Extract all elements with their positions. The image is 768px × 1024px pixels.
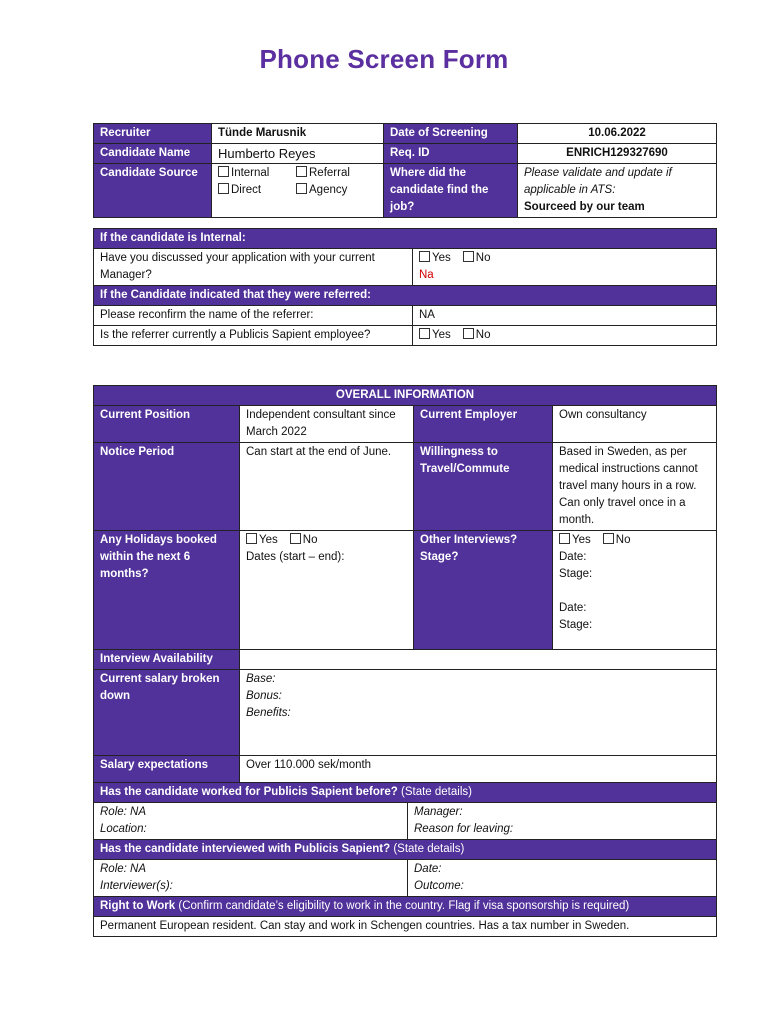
req-id-label: Req. ID (384, 144, 518, 164)
referrer-employee-question: Is the referrer currently a Publicis Sapient employee? (94, 326, 413, 346)
current-employer-label: Current Employer (414, 406, 553, 443)
discussed-answer-text[interactable]: Na (419, 269, 434, 281)
source-direct-option[interactable]: Direct (218, 182, 284, 199)
referrer-employee-answer (413, 326, 717, 346)
salary-bonus-field[interactable]: Bonus: (246, 690, 282, 702)
travel-commute-value[interactable]: Based in Sweden, as per medical instructions cannot travel many hours in a row. Can only travel once in a month. (553, 443, 717, 531)
date-of-screening-value[interactable]: 10.06.2022 (518, 124, 717, 144)
interview-date-field[interactable]: Date: (559, 551, 587, 563)
right-to-work-heading: Right to Work (Confirm candidate’s eligibility to work in the country. Flag if visa sponsorship is required) (94, 897, 717, 917)
holidays-no-option[interactable]: No (290, 532, 318, 549)
checkbox-icon[interactable] (419, 328, 430, 339)
worked-before-heading: Has the candidate worked for Publicis Sapient before? (State details) (94, 783, 717, 803)
referrer-name-question: Please reconfirm the name of the referrer: (94, 306, 413, 326)
req-id-value[interactable]: ENRICH129327690 (518, 144, 717, 164)
checkbox-icon[interactable] (559, 533, 570, 544)
checkbox-icon[interactable] (296, 183, 307, 194)
candidate-name-label: Candidate Name (94, 144, 212, 164)
where-found-job-cell[interactable] (518, 164, 717, 218)
notice-period-value[interactable]: Can start at the end of June. (240, 443, 414, 531)
other-interviews-label: Other Interviews? Stage? (414, 531, 553, 650)
checkbox-icon[interactable] (218, 166, 229, 177)
checkbox-icon[interactable] (246, 533, 257, 544)
salary-expectations-label: Salary expectations (94, 756, 240, 791)
checkbox-icon[interactable] (463, 251, 474, 262)
page-title: Phone Screen Form (259, 44, 509, 74)
worked-manager-field[interactable]: Manager: (414, 806, 463, 818)
salary-base-field[interactable]: Base: (246, 673, 276, 685)
current-position-value[interactable]: Independent consultant since March 2022 (240, 406, 414, 443)
right-to-work-value[interactable]: Permanent European resident. Can stay and work in Schengen countries. Has a tax number in Sweden. (94, 917, 717, 937)
candidate-source-label: Candidate Source (94, 164, 212, 218)
holidays-label: Any Holidays booked within the next 6 months? (94, 531, 240, 650)
worked-before-right (408, 803, 717, 840)
worked-location-field[interactable]: Location: (100, 823, 147, 835)
checkbox-icon[interactable] (419, 251, 430, 262)
interviews-no-option[interactable]: No (603, 532, 631, 549)
recruiter-value[interactable]: Tünde Marusnik (212, 124, 384, 144)
worked-reason-field[interactable]: Reason for leaving: (414, 823, 514, 835)
interviewed-before-right (408, 860, 717, 897)
interview-date-field-2[interactable]: Date: (559, 602, 587, 614)
interviewed-outcome-field[interactable]: Outcome: (414, 880, 464, 892)
candidate-header-table (93, 123, 717, 218)
interview-stage-field[interactable]: Stage: (559, 568, 593, 580)
prior-history-table (93, 782, 717, 937)
referrer-no-option[interactable]: No (463, 327, 491, 344)
referred-section-heading: If the Candidate indicated that they were referred: (94, 286, 717, 306)
internal-referral-table (93, 228, 717, 346)
discussed-yes-option[interactable]: Yes (419, 250, 451, 267)
source-referral-option[interactable]: Referral (296, 165, 350, 182)
current-salary-label: Current salary broken down (94, 670, 240, 756)
interviewed-before-left (94, 860, 408, 897)
where-found-job-label: Where did the candidate find the job? (384, 164, 518, 218)
ats-note: Please validate and update if applicable in ATS: (524, 167, 672, 196)
interviewed-before-heading: Has the candidate interviewed with Publicis Sapient? (State details) (94, 840, 717, 860)
interviews-yes-option[interactable]: Yes (559, 532, 591, 549)
holiday-dates-field[interactable]: Dates (start – end): (246, 551, 345, 563)
current-position-label: Current Position (94, 406, 240, 443)
current-employer-value[interactable]: Own consultancy (553, 406, 717, 443)
source-internal-option[interactable]: Internal (218, 165, 284, 182)
date-of-screening-label: Date of Screening (384, 124, 518, 144)
salary-expectations-value[interactable]: Over 110.000 sek/month (240, 756, 717, 791)
interview-stage-field-2[interactable]: Stage: (559, 619, 593, 631)
candidate-source-options (212, 164, 384, 218)
checkbox-icon[interactable] (290, 533, 301, 544)
recruiter-label: Recruiter (94, 124, 212, 144)
source-agency-option[interactable]: Agency (296, 182, 347, 199)
notice-period-label: Notice Period (94, 443, 240, 531)
interview-availability-label: Interview Availability (94, 650, 240, 670)
discussed-no-option[interactable]: No (463, 250, 491, 267)
holidays-answer (240, 531, 414, 650)
internal-section-heading: If the candidate is Internal: (94, 229, 717, 249)
other-interviews-answer (553, 531, 717, 650)
where-found-job-value: Sourceed by our team (524, 201, 645, 213)
overall-information-heading: OVERALL INFORMATION (94, 386, 717, 406)
interview-availability-value[interactable] (240, 650, 717, 670)
interviewed-date-field[interactable]: Date: (414, 863, 442, 875)
interviewers-field[interactable]: Interviewer(s): (100, 880, 173, 892)
checkbox-icon[interactable] (296, 166, 307, 177)
holidays-yes-option[interactable]: Yes (246, 532, 278, 549)
current-salary-breakdown (240, 670, 717, 756)
overall-information-table (93, 385, 717, 791)
travel-commute-label: Willingness to Travel/Commute (414, 443, 553, 531)
checkbox-icon[interactable] (603, 533, 614, 544)
referrer-name-answer[interactable]: NA (413, 306, 717, 326)
worked-role-field[interactable]: Role: NA (100, 806, 147, 818)
candidate-name-value[interactable]: Humberto Reyes (212, 144, 384, 164)
referrer-yes-option[interactable]: Yes (419, 327, 451, 344)
checkbox-icon[interactable] (463, 328, 474, 339)
salary-benefits-field[interactable]: Benefits: (246, 707, 291, 719)
worked-before-left (94, 803, 408, 840)
discussed-with-manager-question: Have you discussed your application with your current Manager? (94, 249, 413, 286)
interviewed-role-field[interactable]: Role: NA (100, 863, 147, 875)
checkbox-icon[interactable] (218, 183, 229, 194)
discussed-with-manager-answer (413, 249, 717, 286)
